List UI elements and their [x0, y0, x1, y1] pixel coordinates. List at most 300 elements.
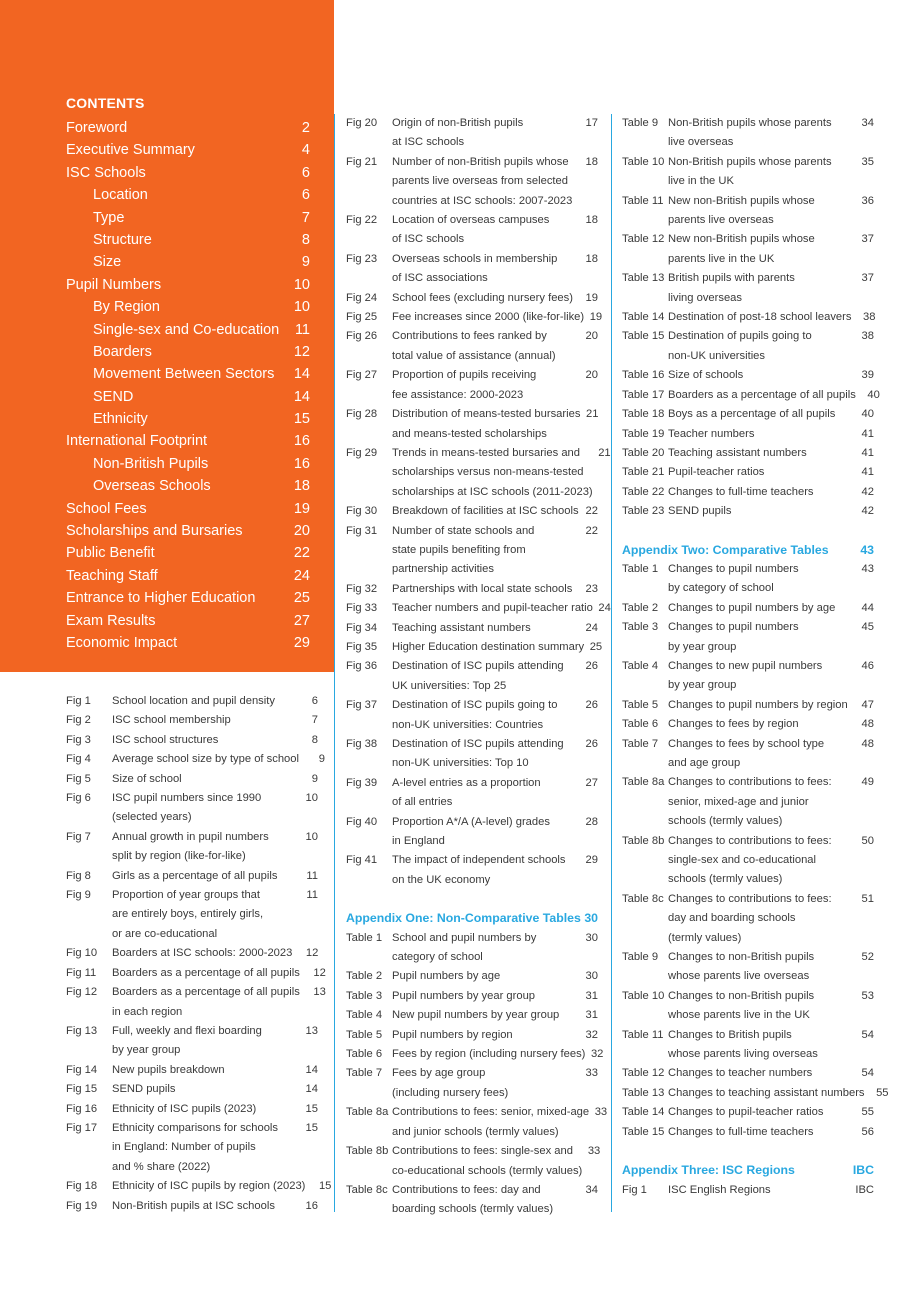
list-item [346, 327, 598, 366]
item-description-line: Size of school [112, 772, 182, 785]
item-description [668, 366, 850, 385]
item-description-line: Location of overseas campuses [392, 214, 550, 227]
item-label: Table 14 [622, 1106, 665, 1119]
item-description-line: scholarships at ISC schools (2011-2023) [392, 485, 593, 498]
item-description [668, 502, 850, 521]
item-description-line: ISC pupil numbers since 1990 [112, 792, 262, 805]
item-description [668, 696, 850, 715]
item-label: Fig 17 [66, 1121, 98, 1134]
item-page: 7 [311, 714, 318, 727]
item-description-line: and % share (2022) [112, 1160, 211, 1173]
item-description-line: partnership activities [392, 563, 494, 576]
item-label: Table 13 [622, 272, 665, 285]
item-description [112, 750, 299, 769]
item-page: 15 [318, 1180, 332, 1193]
item-description [668, 444, 850, 463]
item-label: Table 2 [622, 601, 659, 614]
item-label: Fig 12 [66, 986, 98, 999]
item-description-line: and junior schools (termly values) [392, 1125, 559, 1138]
item-page: 45 [861, 621, 874, 634]
item-label: Table 23 [622, 505, 665, 518]
item-description-line: Changes to full-time teachers [668, 1125, 814, 1138]
item-label: Fig 34 [346, 621, 378, 634]
contents-item-page: 11 [294, 321, 310, 338]
item-label: Table 15 [622, 330, 665, 343]
list-item [66, 750, 325, 769]
item-description [668, 1181, 850, 1200]
item-label: Table 21 [622, 466, 665, 479]
contents-item-label: Boarders [93, 343, 152, 360]
item-page: 41 [861, 427, 874, 440]
item-page: 15 [305, 1102, 318, 1115]
item-page: 22 [585, 505, 598, 518]
item-page: 25 [589, 640, 603, 653]
item-description-line: Changes to teaching assistant numbers [668, 1086, 865, 1099]
item-page: 32 [590, 1048, 604, 1061]
item-label: Table 11 [622, 194, 664, 207]
item-page: 40 [861, 408, 874, 421]
item-description [668, 618, 850, 657]
item-description-line: School fees (excluding nursery fees) [392, 291, 573, 304]
item-description [668, 386, 856, 405]
item-description-line: A-level entries as a proportion [392, 776, 541, 789]
item-description-line: or are co-educational [112, 927, 218, 940]
item-description-line: New non-British pupils whose [668, 233, 815, 246]
item-label: Fig 33 [346, 602, 378, 615]
item-page: 39 [861, 369, 874, 382]
item-label: Table 6 [622, 718, 659, 731]
item-description [112, 983, 300, 1022]
item-label: Fig 28 [346, 408, 378, 421]
item-description-line: live in the UK [668, 175, 734, 188]
contents-item [66, 565, 310, 587]
item-description [668, 890, 850, 948]
item-description-line: Teacher numbers [668, 427, 755, 440]
list-item [66, 886, 318, 944]
item-description-line: and means-tested scholarships [392, 427, 547, 440]
list-item [622, 599, 874, 618]
item-page: 37 [861, 233, 874, 246]
item-description [392, 1006, 580, 1025]
item-description [112, 789, 292, 828]
item-label: Table 4 [622, 659, 659, 672]
item-description [112, 1061, 292, 1080]
item-page: 24 [585, 621, 598, 634]
item-page: 30 [585, 970, 598, 983]
item-description [392, 1103, 589, 1142]
item-description [392, 735, 580, 774]
contents-item-page: 6 [301, 164, 310, 181]
item-description-line: non-UK universities: Top 10 [392, 757, 529, 770]
contents-item [66, 363, 310, 385]
item-description-line: Changes to full-time teachers [668, 485, 814, 498]
appendix-heading [622, 1161, 874, 1180]
item-label: Fig 38 [346, 738, 378, 750]
list-item [346, 987, 598, 1006]
item-description [392, 405, 580, 444]
contents-item [66, 117, 310, 139]
contents-item-label: Ethnicity [93, 411, 148, 428]
table-list-col3 [622, 114, 889, 1200]
contents-item-label: Pupil Numbers [66, 276, 162, 293]
item-description-line: Breakdown of facilities at ISC schools [392, 505, 579, 518]
item-label: Table 10 [622, 155, 665, 168]
item-page: 18 [585, 214, 598, 227]
list-item [346, 735, 598, 774]
list-item [622, 386, 880, 405]
item-description [392, 619, 580, 638]
item-description [668, 192, 850, 231]
item-description-line: Changes to pupil numbers by region [668, 698, 848, 711]
contents-item [66, 610, 310, 632]
item-page: 44 [861, 601, 874, 614]
item-description-line: SEND pupils [112, 1083, 176, 1096]
item-description-line: at ISC schools [392, 136, 465, 149]
list-item [346, 1006, 598, 1025]
item-description-line: Ethnicity comparisons for schools [112, 1121, 279, 1134]
item-label: Fig 32 [346, 582, 378, 595]
contents-item-page: 18 [293, 478, 310, 495]
item-description-line: Proportion A*/A (A-level) grades [392, 815, 550, 828]
item-description-line: Annual growth in pupil numbers [112, 830, 269, 843]
item-description-line: Contributions to fees: day and [392, 1183, 541, 1196]
list-item [622, 657, 874, 696]
list-item [66, 828, 318, 867]
item-description-line: Teaching assistant numbers [668, 446, 807, 459]
contents-item [66, 274, 310, 296]
item-description [668, 1123, 850, 1142]
list-item [622, 405, 874, 424]
item-description-line: and age group [668, 756, 741, 769]
list-item [66, 1080, 318, 1099]
item-page: 29 [585, 854, 598, 867]
contents-items [66, 117, 310, 654]
contents-item-label: School Fees [66, 500, 147, 517]
item-description [392, 774, 580, 813]
item-page: 37 [861, 272, 874, 285]
contents-item [66, 341, 310, 363]
list-item [66, 1022, 318, 1061]
item-page: 8 [311, 733, 318, 746]
item-label: Table 1 [622, 562, 659, 575]
item-description [112, 867, 292, 886]
list-item [622, 1103, 874, 1122]
item-page: 17 [585, 117, 598, 129]
item-description-line: Teacher numbers and pupil-teacher ratio [392, 602, 593, 615]
item-label: Table 6 [346, 1048, 383, 1061]
item-description [392, 1181, 580, 1220]
item-page: 15 [305, 1121, 318, 1134]
contents-item-label: Executive Summary [66, 142, 195, 159]
list-item [346, 250, 598, 289]
item-description-line: Pupil-teacher ratios [668, 466, 765, 479]
contents-item-page: 10 [293, 299, 310, 316]
item-page: 46 [861, 659, 874, 672]
item-description [112, 1080, 292, 1099]
list-item [346, 1103, 608, 1142]
contents-item-page: 29 [293, 634, 310, 651]
item-page: 49 [861, 776, 874, 789]
contents-item-page: 14 [293, 388, 310, 405]
contents-item [66, 139, 310, 161]
list-item [66, 731, 318, 750]
item-label: Fig 2 [66, 714, 91, 727]
item-label: Table 10 [622, 989, 665, 1002]
item-description-line: Overseas schools in membership [392, 252, 558, 265]
item-description-line: UK universities: Top 25 [392, 679, 507, 692]
item-label: Fig 35 [346, 640, 378, 653]
item-description [112, 944, 292, 963]
item-description [668, 308, 851, 327]
item-page: 30 [585, 931, 598, 944]
list-item [346, 522, 598, 580]
item-description-line: ISC English Regions [668, 1183, 771, 1196]
item-description [112, 964, 300, 983]
item-description [668, 269, 850, 308]
list-item [346, 366, 598, 405]
item-description [392, 580, 580, 599]
contents-item-label: Size [93, 254, 122, 271]
contents-item-label: Public Benefit [66, 545, 155, 562]
item-page: 10 [305, 792, 318, 805]
item-description-line: Changes to teacher numbers [668, 1067, 813, 1080]
item-page: 53 [861, 989, 874, 1002]
appendix-page: 43 [860, 542, 874, 557]
item-description [392, 366, 580, 405]
contents-list [66, 95, 310, 654]
item-description-line: by year group [112, 1044, 181, 1057]
item-description-line: Non-British pupils at ISC schools [112, 1199, 275, 1212]
item-description-line: category of school [392, 951, 483, 964]
item-page: 21 [598, 446, 611, 459]
item-label: Table 15 [622, 1125, 665, 1138]
item-description [392, 211, 580, 250]
item-label: Fig 16 [66, 1102, 98, 1115]
item-description-line: by year group [668, 640, 737, 653]
item-page: 26 [585, 699, 598, 712]
contents-item-label: Foreword [66, 120, 128, 136]
item-description [112, 770, 292, 789]
item-page: 34 [861, 117, 874, 129]
appendix-heading [622, 541, 874, 560]
list-item [346, 599, 611, 618]
item-label: Fig 1 [622, 1183, 647, 1196]
list-item [622, 425, 874, 444]
item-label: Fig 14 [66, 1063, 98, 1076]
contents-item-label: Type [93, 209, 125, 226]
contents-item-label: Economic Impact [66, 634, 178, 651]
contents-item-label: Single-sex and Co-education [93, 321, 280, 338]
item-label: Table 16 [622, 369, 665, 382]
contents-item [66, 229, 310, 251]
contents-item-label: Non-British Pupils [93, 455, 209, 472]
item-description-line: Changes to pupil numbers [668, 621, 799, 634]
list-item [346, 1064, 598, 1103]
contents-item-page: 6 [301, 187, 310, 204]
item-description-line: of ISC schools [392, 233, 465, 246]
item-description [392, 599, 593, 618]
item-description-line: Pupil numbers by age [392, 970, 501, 983]
item-page: 48 [861, 718, 874, 731]
item-label: Table 5 [622, 698, 659, 711]
item-description [392, 813, 580, 852]
item-description-line: Fees by age group [392, 1067, 486, 1080]
item-description-line: living overseas [668, 291, 742, 304]
item-label: Fig 6 [66, 792, 91, 805]
contents-item-page: 9 [301, 254, 310, 271]
item-label: Table 8b [346, 1145, 389, 1158]
list-item [622, 890, 874, 948]
item-label: Table 13 [622, 1086, 665, 1099]
contents-item-page: 19 [293, 500, 310, 517]
item-description [668, 715, 850, 734]
contents-item-page: 15 [293, 411, 310, 428]
item-description [668, 560, 850, 599]
item-description-line: are entirely boys, entirely girls, [112, 908, 264, 921]
item-description-line: Contributions to fees ranked by [392, 330, 547, 343]
item-description-line: Changes to fees by school type [668, 737, 825, 750]
item-description-line: Boys as a percentage of all pupils [668, 408, 836, 421]
item-description [392, 114, 580, 153]
item-description-line: schools (termly values) [668, 873, 783, 886]
item-description-line: Changes to contributions to fees: [668, 892, 832, 905]
contents-item-label: SEND [93, 388, 134, 405]
item-page: 13 [305, 1024, 318, 1037]
item-label: Fig 37 [346, 699, 378, 712]
item-description [392, 444, 593, 502]
item-description [112, 731, 292, 750]
item-label: Fig 20 [346, 117, 378, 129]
list-item [66, 1177, 332, 1196]
item-page: 20 [585, 369, 598, 382]
item-description-line: School location and pupil density [112, 695, 275, 707]
contents-item-label: International Footprint [66, 433, 208, 450]
list-item [622, 463, 874, 482]
list-item [622, 560, 874, 599]
list-item [346, 153, 598, 211]
item-description-line: state pupils benefiting from [392, 543, 526, 556]
item-description-line: Proportion of pupils receiving [392, 369, 537, 382]
item-description-line: Changes to new pupil numbers [668, 659, 823, 672]
item-label: Table 9 [622, 951, 659, 964]
item-label: Table 14 [622, 311, 665, 324]
item-description [392, 657, 580, 696]
list-item [622, 230, 874, 269]
contents-item-label: Exam Results [66, 612, 156, 629]
list-item [66, 1100, 318, 1119]
list-item [622, 735, 874, 774]
item-description [112, 1177, 305, 1196]
item-description-line: (termly values) [668, 931, 742, 944]
list-item [346, 211, 598, 250]
item-description-line: Size of schools [668, 369, 744, 382]
item-label: Fig 41 [346, 854, 378, 867]
item-label: Fig 4 [66, 753, 91, 766]
list-item [346, 638, 603, 657]
contents-item-label: Movement Between Sectors [93, 366, 275, 383]
item-page: 54 [861, 1067, 874, 1080]
list-item [622, 114, 874, 153]
list-item [622, 366, 874, 385]
item-description [112, 711, 292, 730]
item-description-line: Pupil numbers by region [392, 1028, 513, 1041]
item-description-line: Changes to fees by region [668, 718, 799, 731]
list-item [66, 711, 318, 730]
item-page: 26 [585, 738, 598, 750]
item-description-line: Contributions to fees: senior, mixed-age [392, 1106, 590, 1119]
item-page: 20 [585, 330, 598, 343]
list-item [622, 192, 874, 231]
item-description-line: ISC school membership [112, 714, 231, 727]
column-divider-1 [334, 114, 335, 1212]
list-item [346, 289, 598, 308]
contents-item-label: Structure [93, 231, 152, 248]
item-page: 6 [311, 695, 318, 707]
item-description [392, 153, 580, 211]
item-description-line: Destination of ISC pupils going to [392, 699, 558, 712]
list-item [346, 1181, 598, 1220]
item-description-line: Distribution of means-tested bursaries [392, 408, 581, 421]
list-item [346, 929, 598, 968]
item-page: 18 [585, 155, 598, 168]
contents-item-page: 16 [293, 433, 310, 450]
item-label: Table 3 [622, 621, 659, 634]
item-description-line: by category of school [668, 582, 774, 595]
contents-item [66, 587, 310, 609]
contents-item-label: Entrance to Higher Education [66, 590, 256, 607]
item-label: Fig 27 [346, 369, 378, 382]
item-label: Table 8c [346, 1183, 388, 1196]
item-description [392, 929, 580, 968]
list-item [346, 967, 598, 986]
item-label: Fig 22 [346, 214, 378, 227]
item-label: Table 22 [622, 485, 665, 498]
item-description-line: Boarders as a percentage of all pupils [112, 966, 300, 979]
item-description-line: New pupil numbers by year group [392, 1009, 560, 1022]
item-page: 13 [313, 986, 326, 999]
item-label: Table 8a [622, 776, 665, 789]
column-divider-2 [611, 114, 612, 1212]
item-description-line: day and boarding schools [668, 912, 796, 925]
item-description-line: schools (termly values) [668, 815, 783, 828]
item-description-line: Changes to British pupils [668, 1028, 792, 1041]
contents-item [66, 162, 310, 184]
list-item [66, 770, 318, 789]
item-description-line: countries at ISC schools: 2007-2023 [392, 194, 573, 207]
item-description [668, 987, 850, 1026]
item-page: 9 [318, 753, 325, 766]
item-page: 26 [585, 660, 598, 673]
item-description-line: Fee increases since 2000 (like-for-like) [392, 311, 585, 324]
item-description-line: Full, weekly and flexi boarding [112, 1024, 262, 1037]
item-label: Table 12 [622, 233, 665, 246]
item-description [112, 1119, 292, 1177]
list-item [346, 1142, 601, 1181]
item-page: 19 [589, 311, 603, 324]
item-description-line: fee assistance: 2000-2023 [392, 388, 524, 401]
list-item [66, 983, 326, 1022]
item-description-line: whose parents living overseas [668, 1048, 818, 1061]
list-item [622, 832, 874, 890]
item-description-line: Ethnicity of ISC pupils by region (2023) [112, 1180, 306, 1193]
item-page: 11 [306, 889, 318, 902]
item-description [392, 1142, 582, 1181]
item-description [668, 405, 850, 424]
item-page: 51 [861, 892, 874, 905]
item-description-line: in England [392, 835, 445, 848]
item-label: Fig 24 [346, 291, 378, 304]
item-label: Fig 40 [346, 815, 378, 828]
